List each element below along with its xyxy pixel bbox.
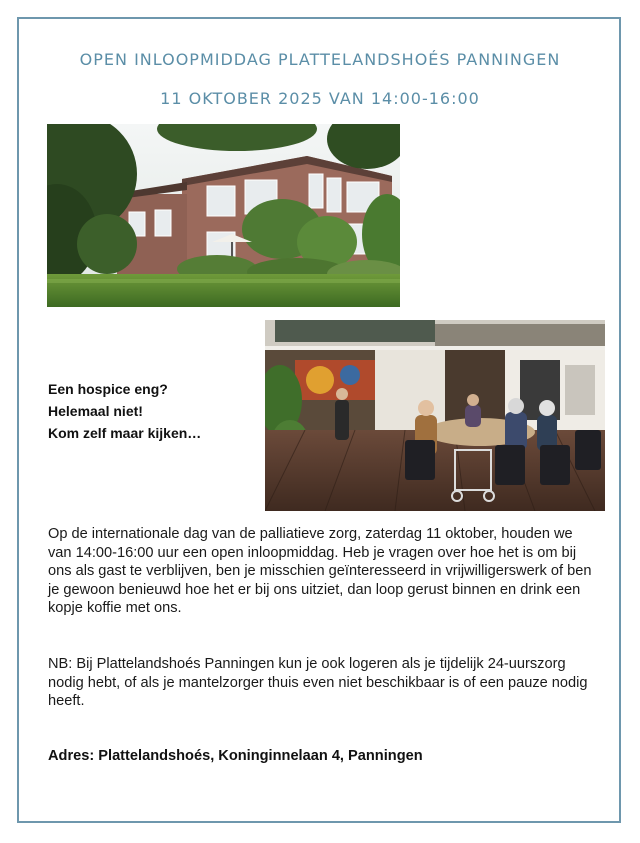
building-photo [47,124,400,307]
tagline-line-2: Helemaal niet! [48,403,143,419]
tagline [48,378,201,444]
tagline-line-1: Een hospice eng? [48,381,168,397]
interior-photo [265,320,605,511]
page-title: OPEN INLOOPMIDDAG PLATTELANDSHOÉS PANNINGEN [79,50,561,69]
event-date: 11 OKTOBER 2025 VAN 14:00-16:00 [160,89,480,108]
intro-paragraph: Op de internationale dag van de palliatieve zorg, zaterdag 11 oktober, houden we van 14:00-16:00 uur een open inloopmiddag. Heb je vragen over hoe het is om bij ons als gast te verblijven, ben je misschien geïnteresseerd in vrijwilligerswerk of ben je gewoon benieuwd hoe het er bij ons uitziet, dan loop gerust binnen en drink een kopje koffie met ons. [48,526,592,617]
tagline-line-3: Kom zelf maar kijken… [48,425,202,441]
note-paragraph: NB: Bij Plattelandshoés Panningen kun je ook logeren als je tijdelijk 24-uurszorg nodig hebt, of als je mantelzorger thuis even niet beschikbaar is of een pauze nodig heeft. [48,656,588,710]
address-line: Adres: Plattelandshoés, Koninginnelaan 4, Panningen [48,748,423,764]
